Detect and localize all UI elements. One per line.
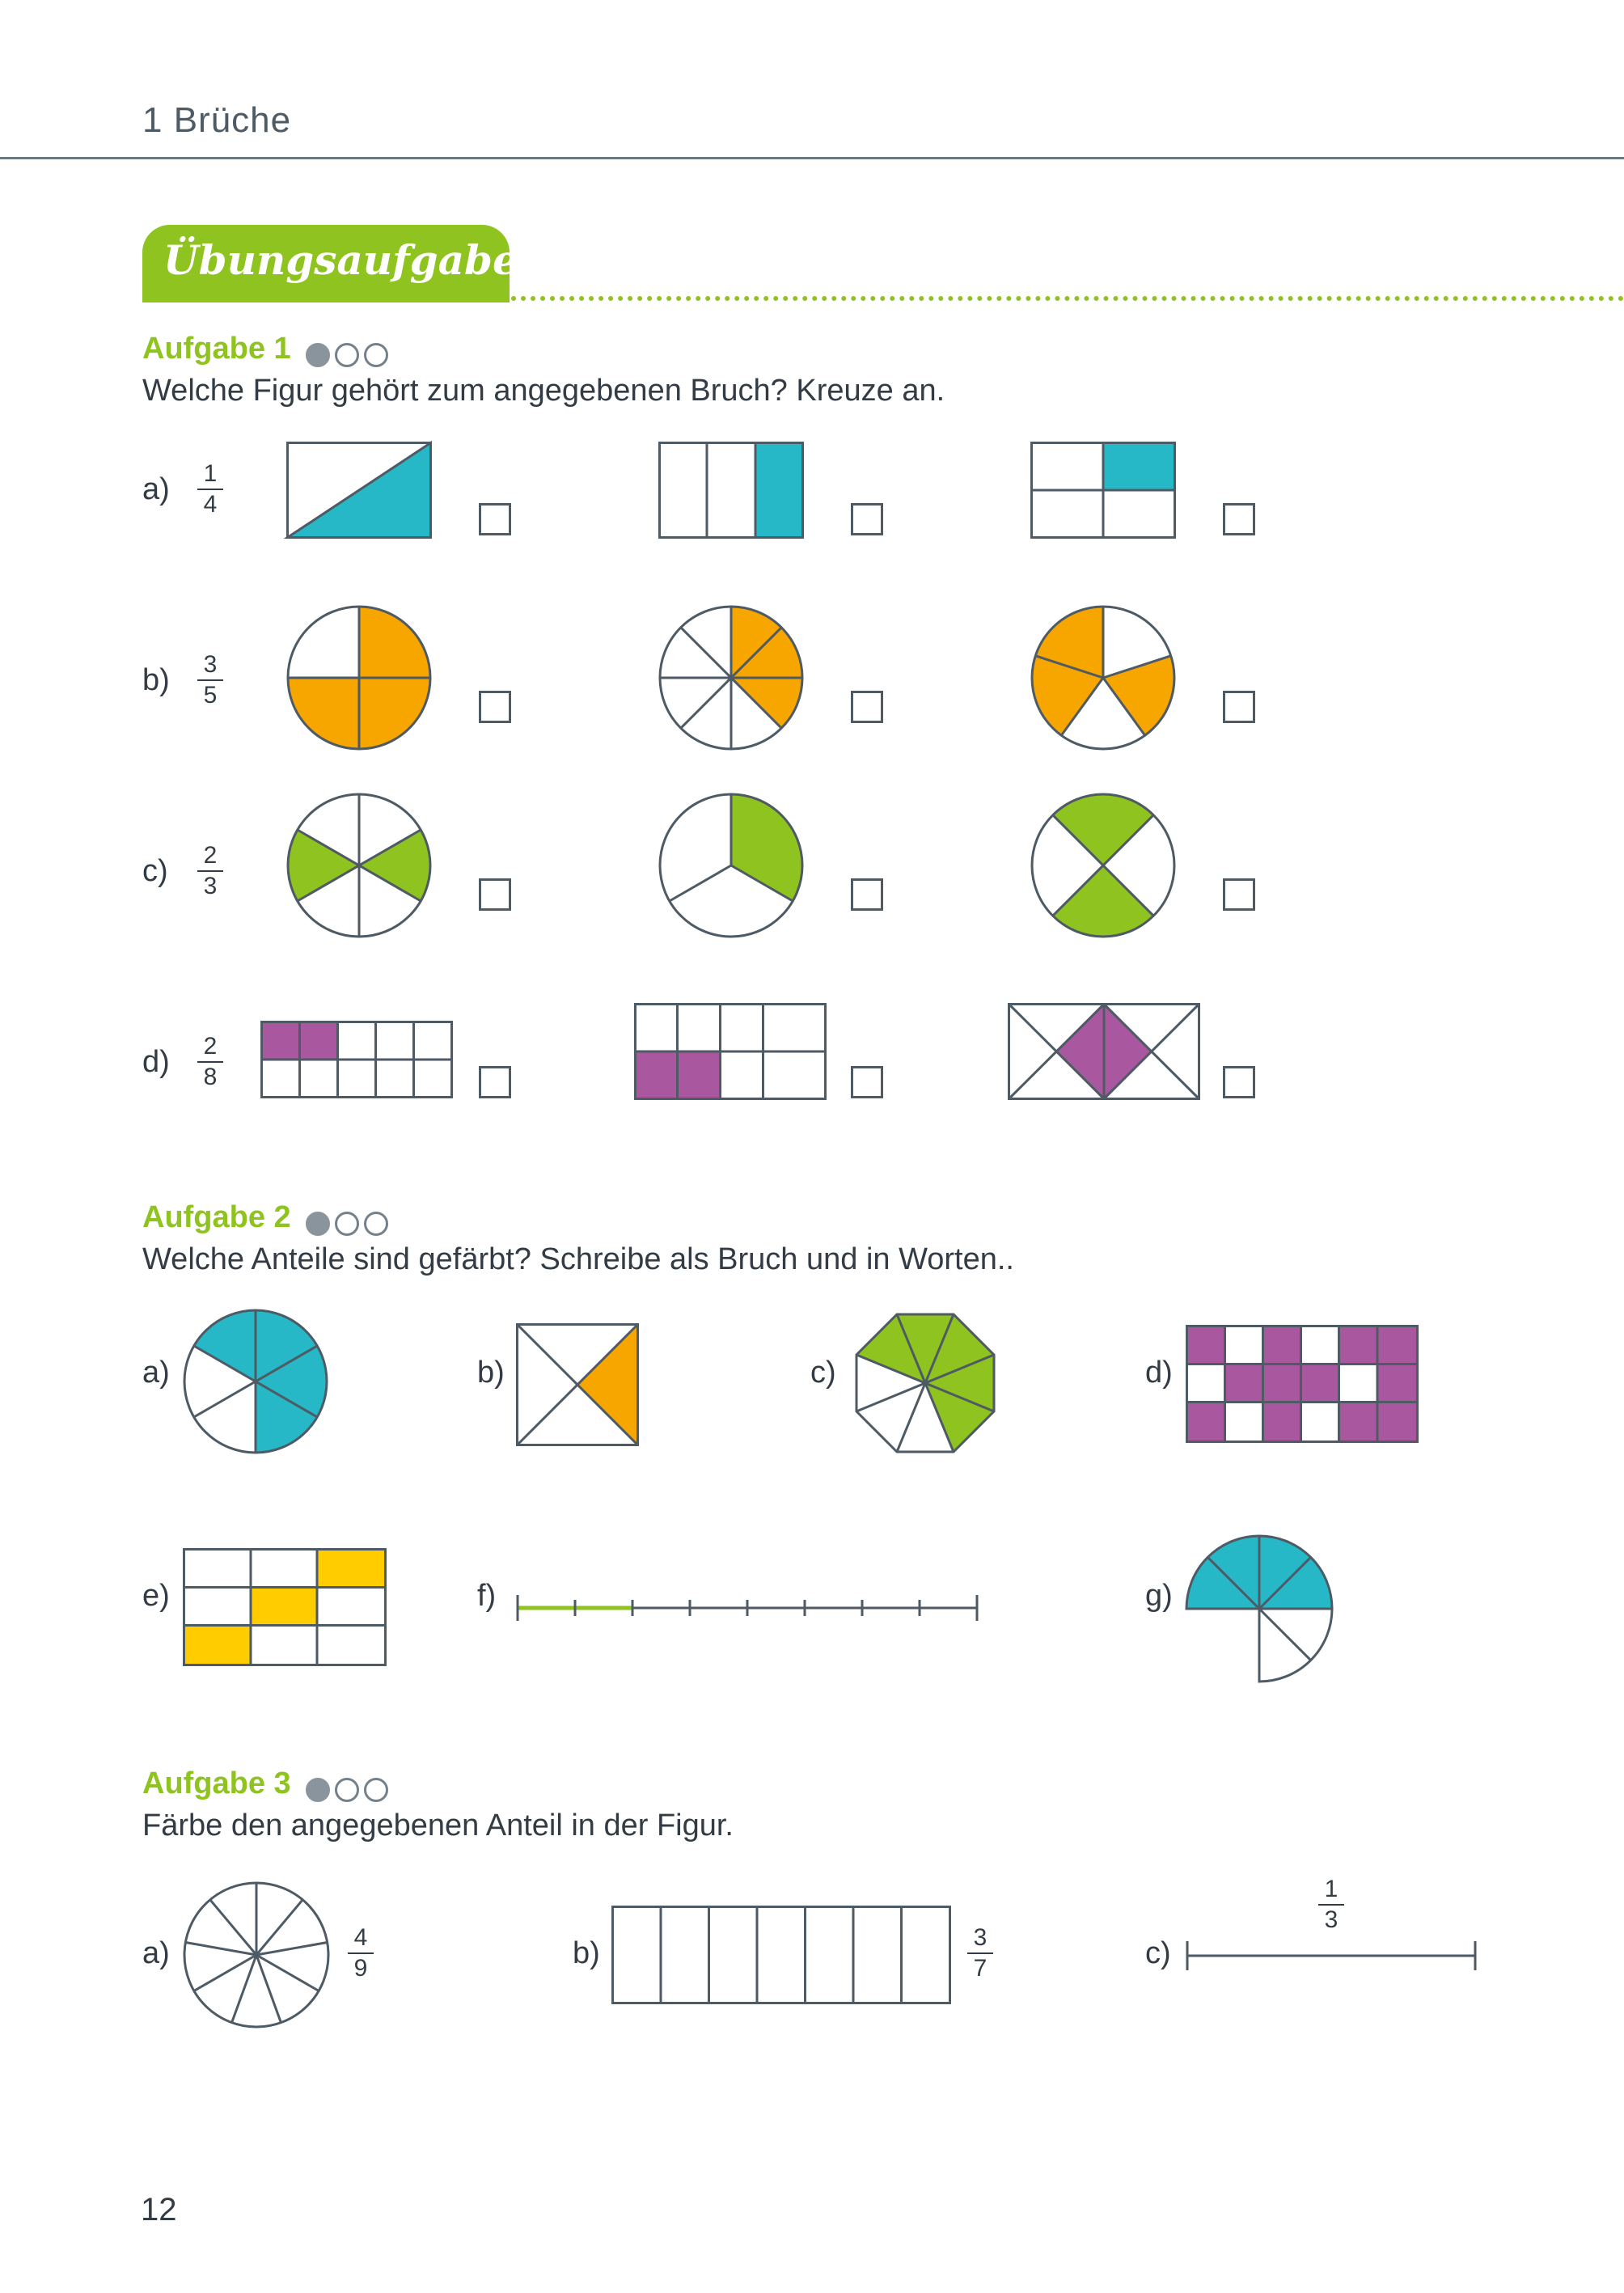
checkbox-c3[interactable] [1223,878,1255,911]
fraction-2-3: 2 3 [194,843,226,899]
aufgabe1-instruction: Welche Figur gehört zum angegebenen Bruch? Kreuze an. [142,374,945,408]
figure-a2-three-strips [658,442,804,539]
checkbox-a2[interactable] [851,503,883,535]
figure-d1-grid-2x5 [260,1021,455,1100]
a2-label-d: d) [1145,1356,1173,1390]
a2-figure-b-square-diagonals [516,1323,639,1446]
fraction-1-4: 1 4 [194,461,226,518]
a3-label-b: b) [573,1936,600,1970]
page-number: 12 [141,2192,177,2227]
a2-label-b: b) [477,1356,505,1390]
a2-figure-d-grid-3x6 [1186,1325,1419,1443]
difficulty-dot-empty [335,1778,359,1802]
chapter-title: 1 Brüche [142,100,292,140]
checkbox-d1[interactable] [479,1066,511,1098]
aufgabe2-instruction: Welche Anteile sind gefärbt? Schreibe als Bruch und in Worten.. [142,1242,1014,1276]
a3-label-c: c) [1145,1936,1171,1970]
a3-label-a: a) [142,1936,170,1970]
aufgabe1-header [142,332,388,367]
figure-b1-circle-quarters [286,605,432,751]
a3-fraction-4-9: 4 9 [345,1925,377,1982]
a2-label-f: f) [477,1579,497,1613]
a2-figure-g-partial-circle [1184,1534,1334,1684]
difficulty-dot-filled [306,343,330,367]
checkbox-c1[interactable] [479,878,511,911]
row-label-a: a) [142,472,170,506]
a2-figure-c-octagon [851,1309,1000,1457]
fraction-2-8: 2 8 [194,1034,226,1090]
a2-label-e: e) [142,1579,170,1613]
a2-label-g: g) [1145,1579,1173,1613]
difficulty-dot-empty [335,1212,359,1236]
checkbox-d3[interactable] [1223,1066,1255,1098]
checkbox-b1[interactable] [479,691,511,723]
aufgabe1-title: Aufgabe 1 [142,332,291,366]
checkbox-d2[interactable] [851,1066,883,1098]
figure-d3-rect-diagonals [1008,1003,1202,1100]
header-rule [0,157,1624,159]
checkbox-b3[interactable] [1223,691,1255,723]
section-dotted-line [511,296,1624,301]
a2-figure-e-grid-3x3 [183,1548,387,1666]
figure-c3-circle-x [1030,793,1176,938]
row-label-c: c) [142,854,168,888]
figure-b3-circle-fifths [1030,605,1176,751]
a3-figure-b-seven-strips [611,1906,951,2004]
difficulty-dot-empty [335,343,359,367]
checkbox-a3[interactable] [1223,503,1255,535]
section-title: Übungsaufgaben [163,236,548,284]
aufgabe3-instruction: Färbe den angegebenen Anteil in der Figur. [142,1809,734,1842]
figure-c1-circle-sixths [286,793,432,938]
difficulty-dot-empty [364,1212,388,1236]
aufgabe3-header [142,1766,388,1802]
figure-c2-circle-thirds [658,793,804,938]
a3-figure-a-circle-ninths [183,1881,330,2029]
a3-fraction-3-7: 3 7 [964,1925,996,1982]
figure-b2-circle-eighths [658,605,804,751]
difficulty-dot-empty [364,1778,388,1802]
difficulty-dot-empty [364,343,388,367]
figure-a3-quarter-rect [1030,442,1176,539]
checkbox-a1[interactable] [479,503,511,535]
section-tab [142,225,548,302]
aufgabe2-title: Aufgabe 2 [142,1200,291,1234]
aufgabe3-title: Aufgabe 3 [142,1766,291,1800]
checkbox-b2[interactable] [851,691,883,723]
a3-figure-c-number-line [1184,1938,1478,1974]
a2-figure-a-circle-sixths [183,1309,328,1454]
row-label-d: d) [142,1045,170,1079]
a3-fraction-1-3: 1 3 [1315,1876,1347,1933]
row-label-b: b) [142,663,170,697]
a2-figure-f-number-line [514,1590,980,1626]
a2-label-c: c) [810,1356,836,1390]
figure-d2-grid-2x4 [634,1003,828,1100]
checkbox-c2[interactable] [851,878,883,911]
fraction-3-5: 3 5 [194,652,226,709]
aufgabe2-header [142,1200,388,1236]
difficulty-dot-filled [306,1212,330,1236]
difficulty-dot-filled [306,1778,330,1802]
a2-label-a: a) [142,1356,170,1390]
figure-a1-triangle-rect [286,442,432,539]
